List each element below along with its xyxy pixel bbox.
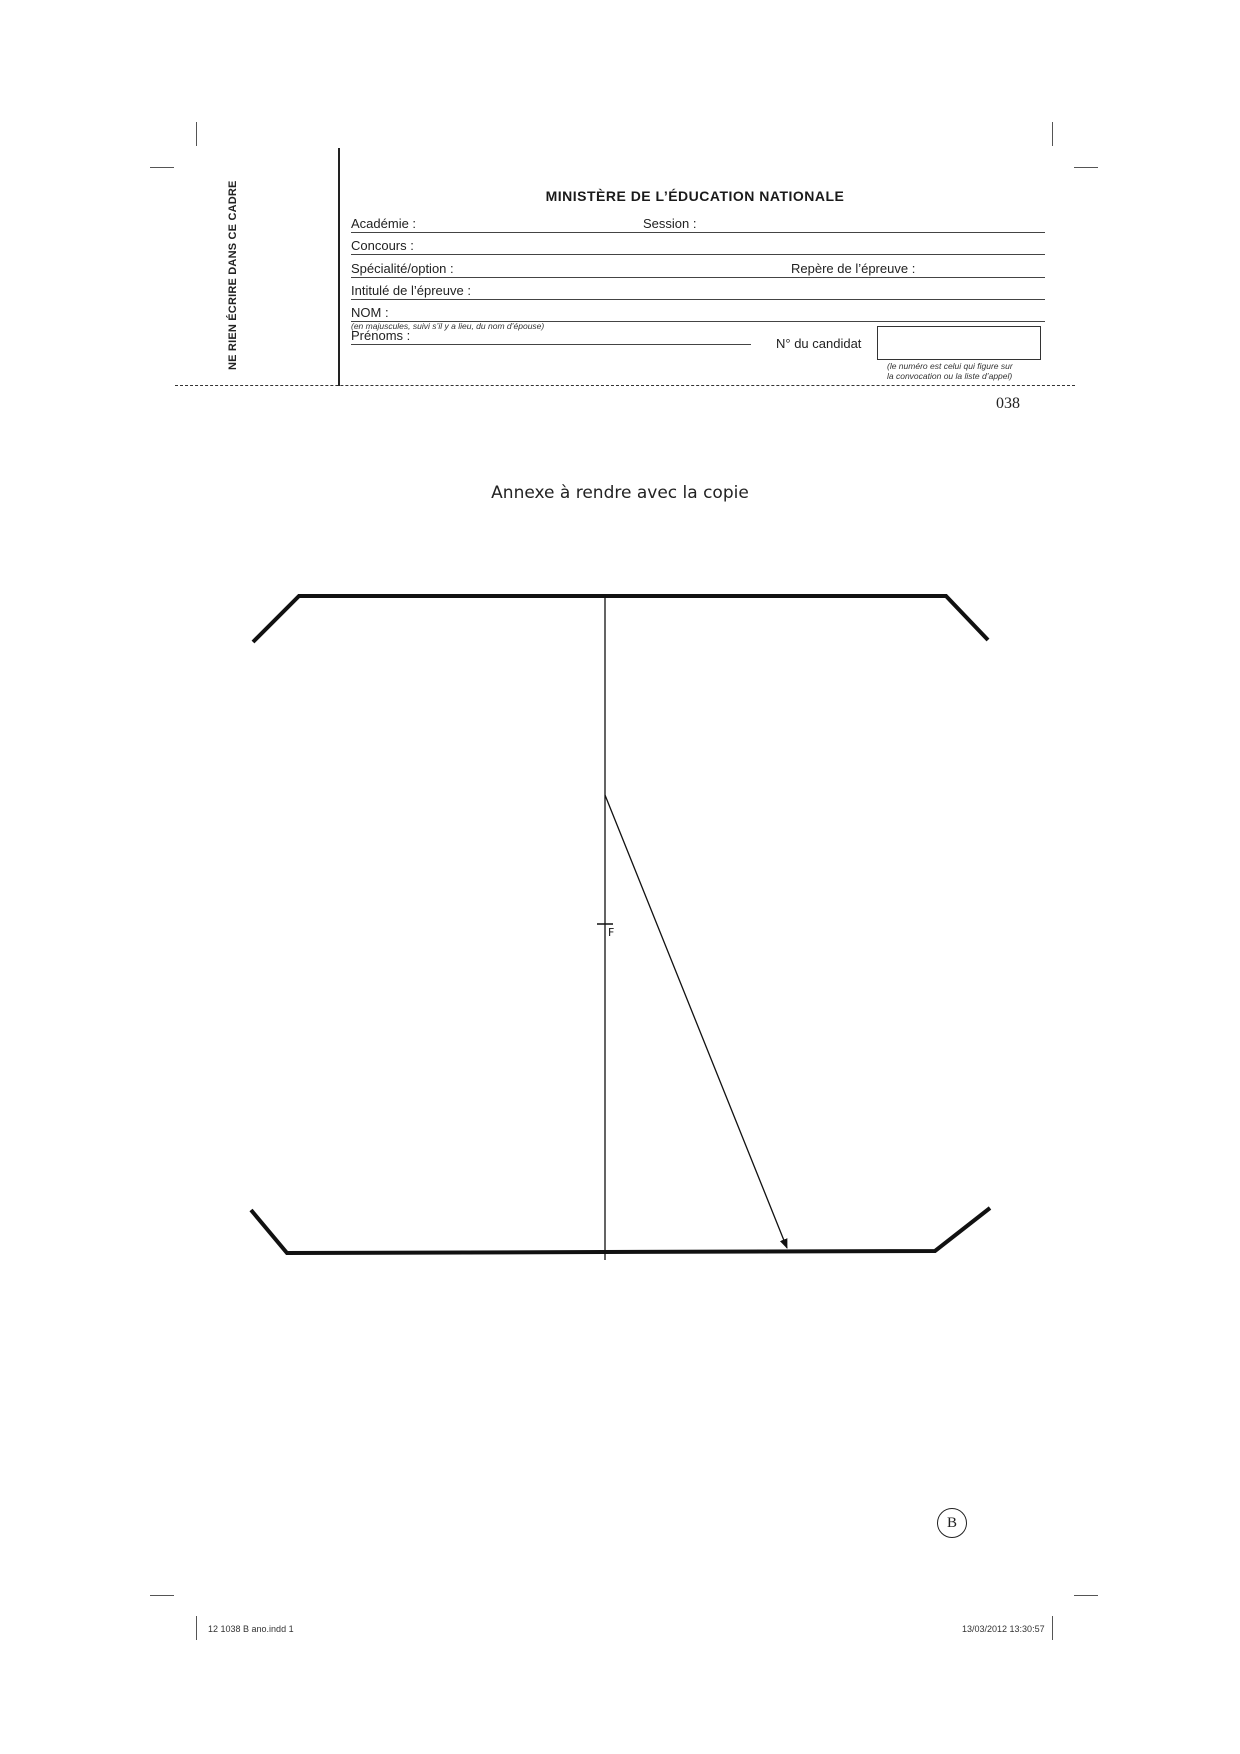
repere-label: Repère de l’épreuve : <box>791 261 916 276</box>
ministry-title: MINISTÈRE DE L’ÉDUCATION NATIONALE <box>545 188 845 204</box>
candidat-note-1: (le numéro est celui qui figure sur <box>887 361 1013 371</box>
subject-badge: B <box>937 1508 967 1538</box>
concours-label: Concours : <box>351 238 414 253</box>
footer-file-name: 12 1038 B ano.indd 1 <box>208 1624 294 1634</box>
top-outline <box>253 596 988 642</box>
light-ray-arrow <box>605 795 787 1248</box>
academie-label: Académie : <box>351 216 417 231</box>
annex-title: Annexe à rendre avec la copie <box>491 483 749 503</box>
candidat-label: N° du candidat <box>776 336 862 351</box>
side-notice: NE RIEN ÉCRIRE DANS CE CADRE <box>227 180 239 370</box>
nom-hint: (en majuscules, suivi s’il y a lieu, du nom d’épouse) <box>351 321 545 331</box>
focus-label: F <box>608 926 615 939</box>
specialite-label: Spécialité/option : <box>351 261 454 276</box>
page-code: 038 <box>996 395 1020 412</box>
session-label: Session : <box>643 216 697 231</box>
bottom-outline <box>251 1208 990 1253</box>
nom-label: NOM : <box>351 305 389 320</box>
intitule-label: Intitulé de l’épreuve : <box>351 283 471 298</box>
candidat-note-2: la convocation ou la liste d’appel) <box>887 371 1013 381</box>
footer-timestamp: 13/03/2012 13:30:57 <box>962 1624 1045 1634</box>
prenoms-label: Prénoms : <box>351 328 411 343</box>
